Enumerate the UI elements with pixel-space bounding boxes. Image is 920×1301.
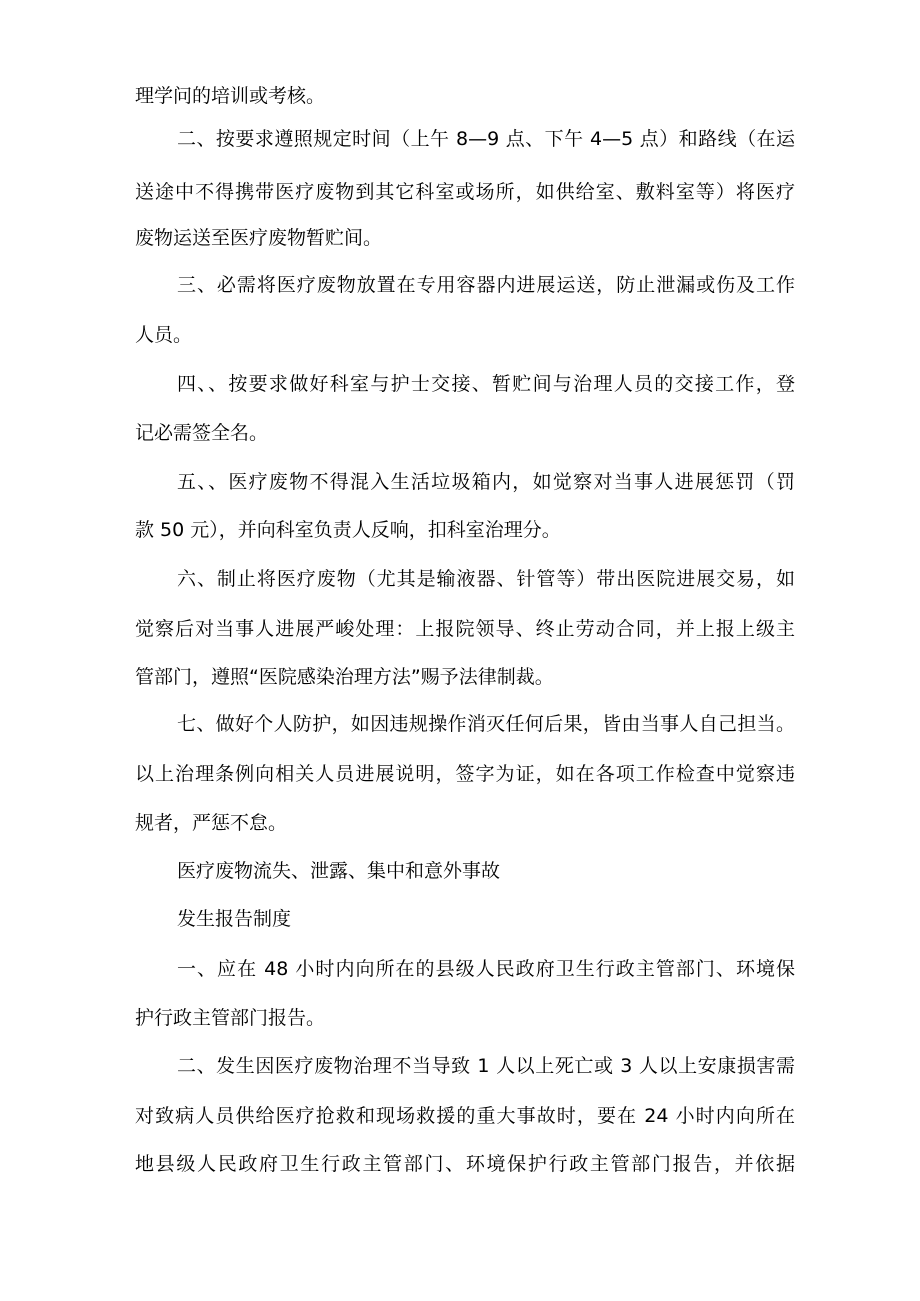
text-line: 理学问的培训或考核。 xyxy=(135,85,326,107)
text-line: 废物运送至医疗废物暂贮间。 xyxy=(135,227,383,249)
text-line: 管部门，遵照“医院感染治理方法”赐予法律制裁。 xyxy=(135,666,554,688)
text-line: 四、、按要求做好科室与护士交接、暂贮间与治理人员的交接工作，登 xyxy=(177,373,795,395)
text-line: 七、做好个人防护，如因违规操作消灭任何后果，皆由当事人自己担当。 xyxy=(177,713,795,735)
text-line: 记必需签全名。 xyxy=(135,422,269,444)
text-line: 六、制止将医疗废物（尤其是输液器、针管等）带出医院进展交易，如 xyxy=(177,568,795,590)
text-line: 觉察后对当事人进展严峻处理：上报院领导、终止劳动合同，并上报上级主 xyxy=(135,618,795,640)
text-line: 五、、医疗废物不得混入生活垃圾箱内，如觉察对当事人进展惩罚（罚 xyxy=(177,471,795,493)
text-line: 二、发生因医疗废物治理不当导致 1 人以上死亡或 3 人以上安康损害需 xyxy=(177,1055,795,1077)
text-line: 款 50 元），并向科室负责人反响，扣科室治理分。 xyxy=(135,519,561,541)
text-line: 人员。 xyxy=(135,324,193,346)
section-heading: 发生报告制度 xyxy=(177,908,292,930)
text-line: 规者，严惩不怠。 xyxy=(135,812,288,834)
text-line: 送途中不得携带医疗废物到其它科室或场所，如供给室、敷料室等）将医疗 xyxy=(135,181,795,203)
text-line: 一、应在 48 小时内向所在的县级人民政府卫生行政主管部门、环境保 xyxy=(177,958,795,980)
section-heading: 医疗废物流失、泄露、集中和意外事故 xyxy=(177,860,501,882)
text-line: 护行政主管部门报告。 xyxy=(135,1007,326,1029)
text-line: 以上治理条例向相关人员进展说明，签字为证，如在各项工作检查中觉察违 xyxy=(135,763,795,785)
text-line: 对致病人员供给医疗抢救和现场救援的重大事故时，要在 24 小时内向所在 xyxy=(135,1105,795,1127)
text-line: 地县级人民政府卫生行政主管部门、环境保护行政主管部门报告，并依据 xyxy=(135,1153,795,1175)
text-line: 三、必需将医疗废物放置在专用容器内进展运送，防止泄漏或伤及工作 xyxy=(177,274,795,296)
text-line: 二、按要求遵照规定时间（上午 8—9 点、下午 4—5 点）和路线（在运 xyxy=(177,128,795,150)
